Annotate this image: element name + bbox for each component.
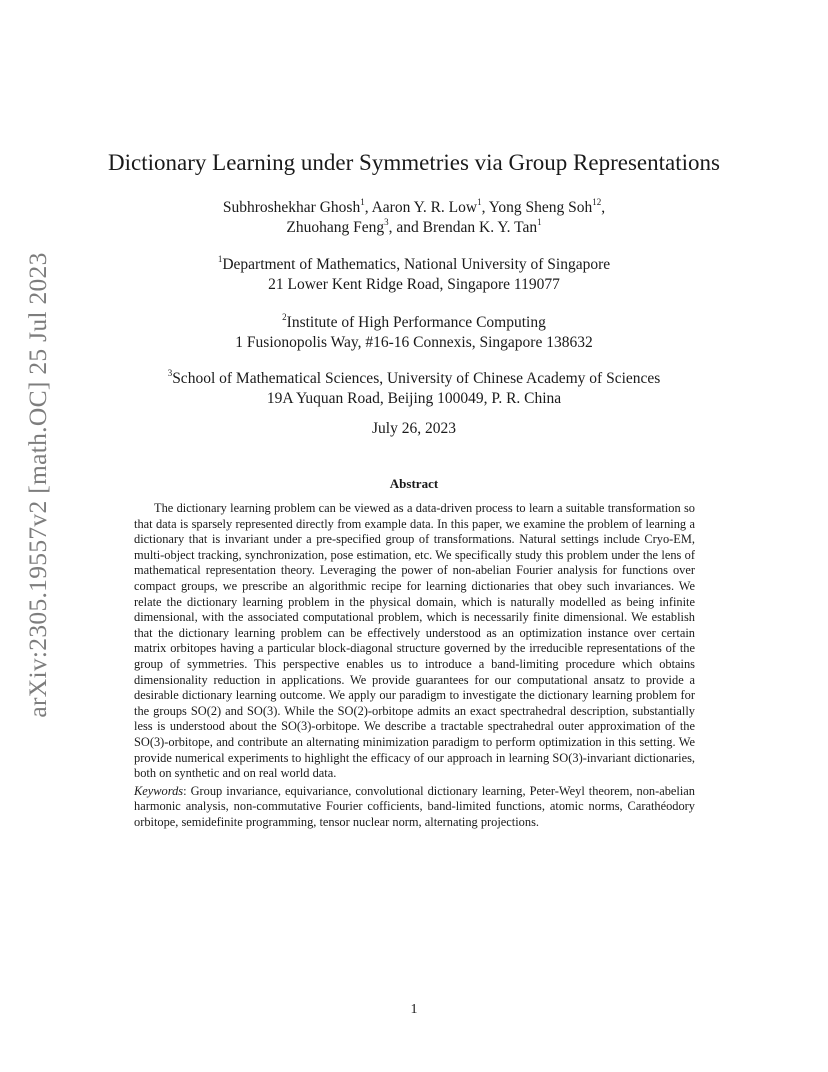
affiliation-mark: 12 [592, 196, 602, 207]
affiliation-mark: 3 [167, 367, 173, 378]
paper-title: Dictionary Learning under Symmetries via Group Representations [108, 150, 720, 175]
affiliation-address: 21 Lower Kent Ridge Road, Singapore 119077 [268, 276, 560, 293]
abstract-body: The dictionary learning problem can be viewed as a data-driven process to learn a suitable transformation so that data is sparsely represented directly from example data. In this paper, we examine the problem of learning a dictionary that is invariant under a pre-specified group of transformations. Natural settings include Cryo-EM, multi-object tracking, synchronization, pose estimation, etc. We specifically study this problem under the lens of mathematical representation theory. Leveraging the power of non-abelian Fourier analysis for functions over compact groups, we prescribe an algorithmic recipe for learning dictionaries that obey such invariances. We relate the dictionary learning problem in the physical domain, which is naturally modelled as being infinite dimensional, with the associated computational problem, which is necessarily finite dimensional. We establish that the dictionary learning problem can be effectively understood as an optimization instance over certain matrix orbitopes having a particular block-diagonal structure governed by the irreducible representations of the group of symmetries. This perspective enables us to introduce a band-limiting procedure which obtains dimensionality reduction in applications. We provide guarantees for our computational ansatz to provide a desirable dictionary learning outcome. We apply our paradigm to investigate the dictionary learning problem for the groups SO(2) and SO(3). While the SO(2)-orbitope admits an exact spectrahedral description, substantially less is understood about the SO(3)-orbitope. We describe a tractable spectrahedral outer approximation of the SO(3)-orbitope, and contribute an alternating minimization paradigm to perform optimization in this setting. We provide numerical experiments to highlight the efficacy of our approach in learning SO(3)-invariant dictionaries, both on synthetic and on real world data. [134, 501, 695, 781]
affiliation-address: 1 Fusionopolis Way, #16-16 Connexis, Singapore 138632 [235, 334, 593, 351]
abstract-section [134, 501, 695, 830]
affiliation-mark: 1 [360, 196, 365, 207]
affiliation-address: 19A Yuquan Road, Beijing 100049, P. R. China [266, 390, 562, 407]
keywords-list: : Group invariance, equivariance, convolutional dictionary learning, Peter-Weyl theorem, non-abelian harmonic analysis, non-commutative Fourier cofficients, band-limited functions, atomic norms, Carathéodory orbitope, semidefinite programming, tensor nuclear norm, alternating projections. [134, 783, 695, 829]
author-name: Subhroshekhar Ghosh [222, 199, 361, 216]
author-separator: , [601, 199, 606, 216]
affiliation-mark: 1 [477, 196, 482, 207]
affiliation-1 [0, 255, 828, 295]
author-name: , and Brendan K. Y. Tan [388, 219, 538, 236]
abstract-heading: Abstract [389, 476, 439, 491]
publication-date: July 26, 2023 [372, 420, 456, 437]
author-name: , Aaron Y. R. Low [364, 199, 478, 216]
author-line-2 [0, 218, 828, 238]
arxiv-identifier: arXiv:2305.19557v2 [math.OC] 25 Jul 2023 [23, 252, 52, 718]
affiliation-name: Department of Mathematics, National University of Singapore [222, 256, 611, 273]
author-name: , Yong Sheng Soh [481, 199, 593, 216]
page-number: 1 [410, 1002, 418, 1017]
affiliation-mark: 1 [537, 216, 542, 227]
affiliation-name: School of Mathematical Sciences, University of Chinese Academy of Sciences [172, 370, 661, 387]
author-line-1 [0, 198, 828, 218]
affiliation-name: Institute of High Performance Computing [286, 314, 546, 331]
keywords-label: Keywords [134, 783, 184, 798]
affiliation-mark: 3 [384, 216, 389, 227]
author-name: Zhuohang Feng [286, 219, 385, 236]
keywords [134, 784, 695, 831]
affiliation-mark: 1 [217, 253, 223, 264]
author-list [0, 198, 828, 238]
affiliation-mark: 2 [282, 311, 287, 322]
affiliation-2 [0, 313, 828, 353]
affiliation-3 [0, 369, 828, 409]
